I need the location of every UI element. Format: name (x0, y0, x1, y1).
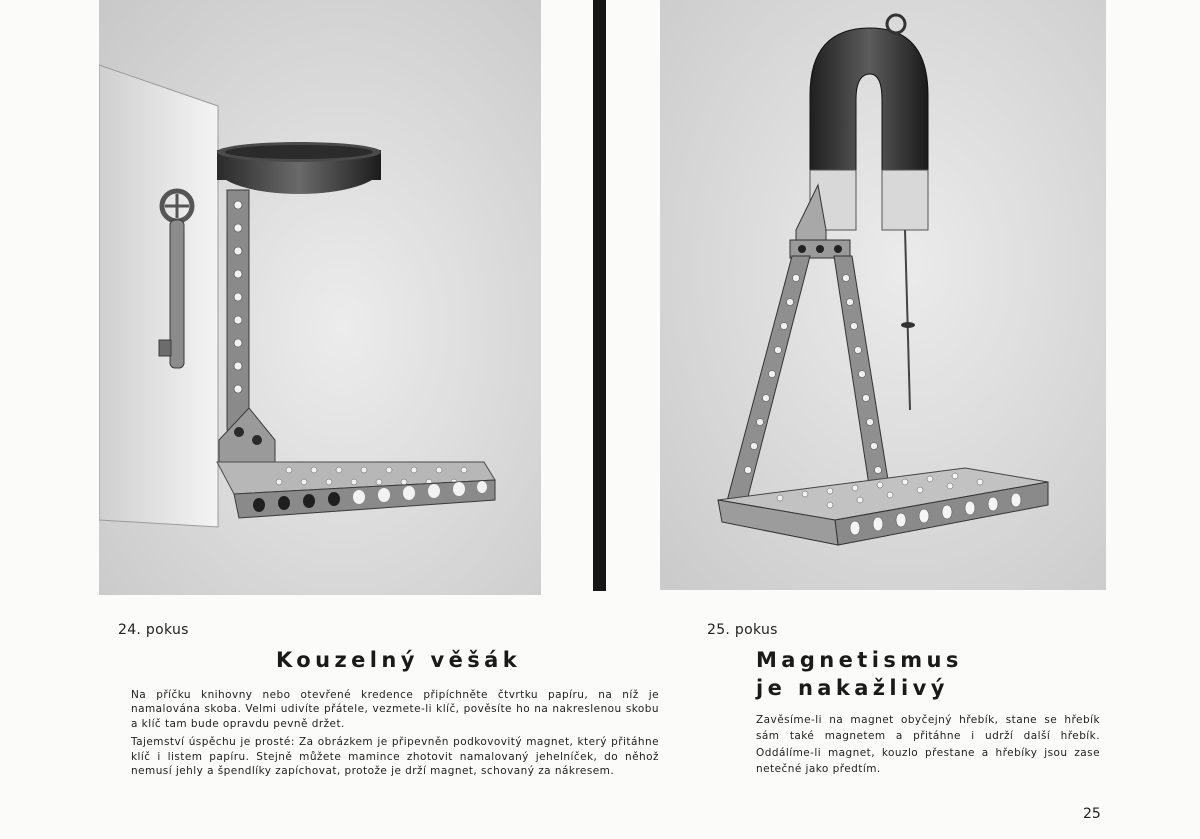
experiment-24-text (131, 688, 659, 778)
photo-contagious-magnetism (660, 0, 1106, 590)
column-divider (593, 0, 606, 591)
experiment-25-paragraph: Zavěsíme-li na magnet obyčejný hřebík, stane se hřebík sám také magnetem a přitáhne i udrží další hřebík. Oddálíme-li magnet, kouzlo přestane a hřebíky jsou zase netečné jako předtím. (756, 714, 1100, 776)
page-number: 25 (1083, 806, 1101, 822)
experiment-25-title-line1: Magnetismus (756, 648, 963, 672)
experiment-25-text (756, 712, 1100, 778)
experiment-24-paragraph: Na příčku knihovny nebo otevřené kredence připíchněte čtvrtku papíru, na níž je namalována skoba. Velmi udivíte přátele, vezmete-li klíč, pověsíte ho na nakreslenou skobu a klíč tam bude opravdu pevně držet. (131, 689, 659, 730)
experiment-24-paragraph: Tajemství úspěchu je prosté: Za obrázkem je připevněn podkovovitý magnet, který přitáhne klíč i listem papíru. Stejně můžete mamince zhotovit namalovaný jehelníček, do něhož nemusí jehly a špendlíky zapíchovat, protože je drží magnet, schovaný za nákresem. (131, 736, 659, 778)
photo-magic-hanger (99, 0, 541, 595)
experiment-25-label: 25. pokus (707, 622, 778, 638)
experiment-24-title: Kouzelný věšák (276, 648, 522, 672)
experiment-25-title-line2: je nakažlivý (756, 676, 949, 700)
experiment-24-label: 24. pokus (118, 622, 189, 638)
